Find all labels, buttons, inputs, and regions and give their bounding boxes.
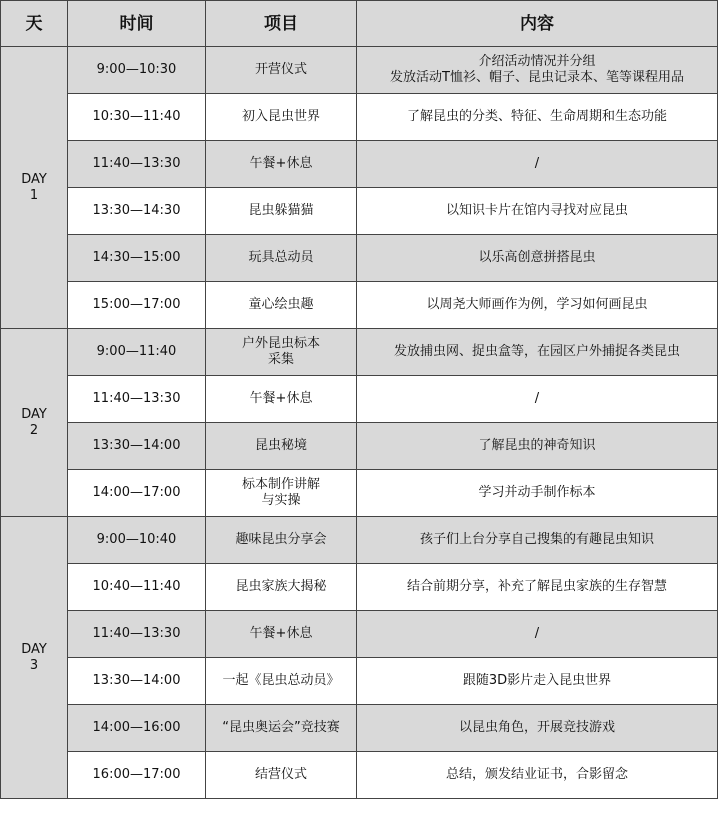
item-cell: 昆虫家族大揭秘 [206,564,357,611]
item-cell: “昆虫奥运会”竞技赛 [206,705,357,752]
item-cell: 开营仪式 [206,47,357,94]
time-cell: 10:40—11:40 [68,564,206,611]
item-cell: 午餐+休息 [206,141,357,188]
time-cell: 9:00—10:40 [68,517,206,564]
content-cell: 介绍活动情况并分组 发放活动T恤衫、帽子、昆虫记录本、笔等课程用品 [357,47,718,94]
time-cell: 14:00—16:00 [68,705,206,752]
schedule-body [1,47,718,799]
table-row [1,564,718,611]
content-cell: 总结，颁发结业证书，合影留念 [357,752,718,799]
item-cell: 结营仪式 [206,752,357,799]
day-label: DAY [21,406,47,422]
item-cell: 童心绘虫趣 [206,282,357,329]
item-cell: 趣味昆虫分享会 [206,517,357,564]
table-row [1,658,718,705]
time-cell: 13:30—14:00 [68,658,206,705]
time-cell: 11:40—13:30 [68,376,206,423]
time-cell: 10:30—11:40 [68,94,206,141]
content-cell: 了解昆虫的分类、特征、生命周期和生态功能 [357,94,718,141]
table-row [1,235,718,282]
content-cell: / [357,376,718,423]
table-row [1,47,718,94]
day-cell [1,329,68,517]
time-cell: 11:40—13:30 [68,141,206,188]
content-cell: / [357,611,718,658]
content-cell: 发放捕虫网、捉虫盒等，在园区户外捕捉各类昆虫 [357,329,718,376]
content-cell: 以昆虫角色，开展竞技游戏 [357,705,718,752]
item-cell: 午餐+休息 [206,611,357,658]
content-cell: 结合前期分享，补充了解昆虫家族的生存智慧 [357,564,718,611]
time-cell: 9:00—10:30 [68,47,206,94]
time-cell: 14:30—15:00 [68,235,206,282]
time-cell: 14:00—17:00 [68,470,206,517]
item-cell: 午餐+休息 [206,376,357,423]
time-cell: 13:30—14:00 [68,423,206,470]
table-row [1,705,718,752]
day-label: DAY [21,171,47,187]
day-number: 2 [29,422,39,438]
table-row [1,752,718,799]
table-row [1,188,718,235]
item-cell: 初入昆虫世界 [206,94,357,141]
header-item: 项目 [206,1,357,47]
day-cell [1,47,68,329]
day-cell [1,517,68,799]
time-cell: 15:00—17:00 [68,282,206,329]
content-cell: 以乐高创意拼搭昆虫 [357,235,718,282]
time-cell: 11:40—13:30 [68,611,206,658]
table-row [1,329,718,376]
day-number: 1 [29,187,39,203]
header-row [1,1,718,47]
table-row [1,94,718,141]
header-time: 时间 [68,1,206,47]
table-row [1,470,718,517]
header-day: 天 [1,1,68,47]
content-cell: 孩子们上台分享自己搜集的有趣昆虫知识 [357,517,718,564]
item-cell: 昆虫躲猫猫 [206,188,357,235]
content-cell: 跟随3D影片走入昆虫世界 [357,658,718,705]
item-cell: 标本制作讲解 与实操 [206,470,357,517]
content-cell: 以周尧大师画作为例，学习如何画昆虫 [357,282,718,329]
table-row [1,611,718,658]
item-cell: 玩具总动员 [206,235,357,282]
table-row [1,141,718,188]
day-number: 3 [29,657,39,673]
table-row [1,517,718,564]
table-row [1,423,718,470]
time-cell: 9:00—11:40 [68,329,206,376]
day-label: DAY [21,641,47,657]
time-cell: 13:30—14:30 [68,188,206,235]
header-content: 内容 [357,1,718,47]
content-cell: 学习并动手制作标本 [357,470,718,517]
item-cell: 一起《昆虫总动员》 [206,658,357,705]
content-cell: 以知识卡片在馆内寻找对应昆虫 [357,188,718,235]
table-row [1,282,718,329]
content-cell: / [357,141,718,188]
item-cell: 昆虫秘境 [206,423,357,470]
time-cell: 16:00—17:00 [68,752,206,799]
content-cell: 了解昆虫的神奇知识 [357,423,718,470]
table-row [1,376,718,423]
item-cell: 户外昆虫标本 采集 [206,329,357,376]
